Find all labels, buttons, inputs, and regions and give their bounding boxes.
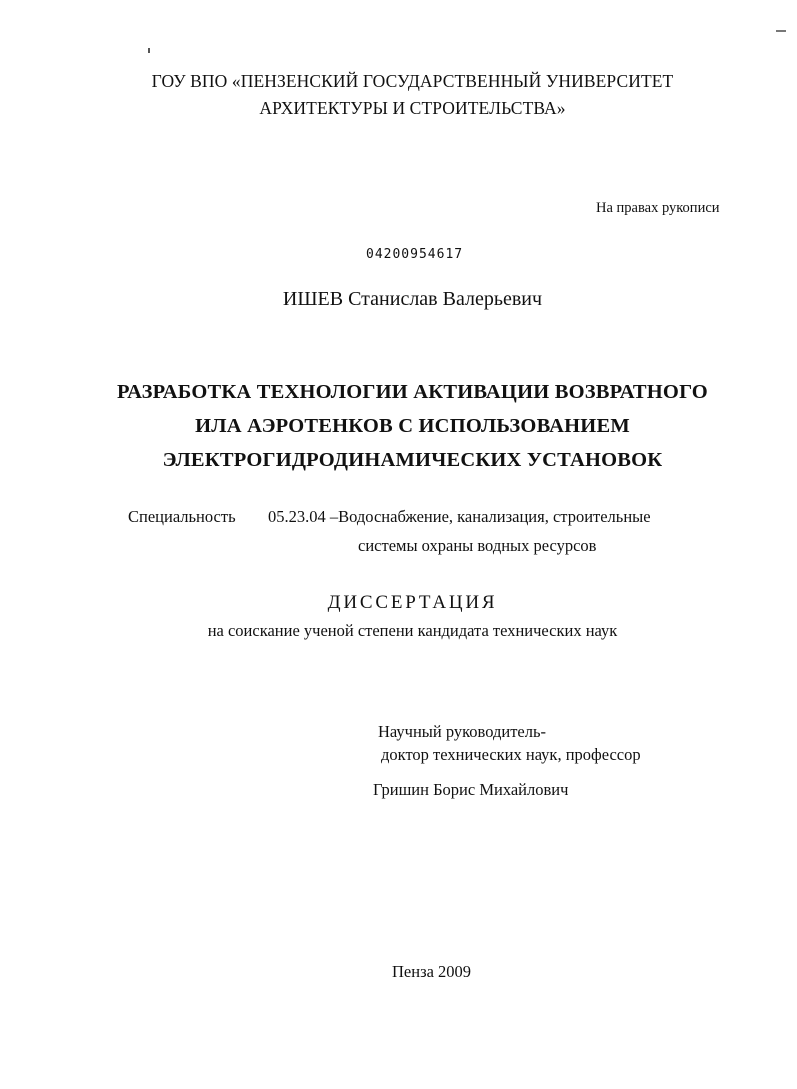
thesis-title-line-1: РАЗРАБОТКА ТЕХНОЛОГИИ АКТИВАЦИИ ВОЗВРАТНОГО: [117, 381, 708, 403]
supervisor-degree: доктор технических наук, профессор: [381, 745, 641, 764]
place-and-year: Пенза 2009: [392, 962, 472, 981]
dissertation-subtitle: на соискание ученой степени кандидата технических наук: [207, 621, 618, 640]
institution-line-1: ГОУ ВПО «ПЕНЗЕНСКИЙ ГОСУДАРСТВЕННЫЙ УНИВЕРСИТЕТ: [151, 71, 674, 91]
thesis-title-line-2: ИЛА АЭРОТЕНКОВ С ИСПОЛЬЗОВАНИЕМ: [195, 415, 630, 437]
supervisor-role: Научный руководитель-: [378, 722, 546, 741]
supervisor-name: Гришин Борис Михайлович: [373, 780, 569, 799]
specialty-line-2: системы охраны водных ресурсов: [358, 536, 597, 555]
manuscript-rights-note: На правах рукописи: [596, 200, 720, 216]
institution-line-2: АРХИТЕКТУРЫ И СТРОИТЕЛЬСТВА»: [259, 98, 566, 118]
dissertation-heading-row: [0, 592, 797, 614]
specialty-label: Специальность: [128, 507, 236, 526]
dissertation-subtitle-row: [0, 621, 797, 641]
author-name-row: [0, 288, 797, 311]
registration-code: 04200954617: [366, 247, 464, 262]
dissertation-heading: ДИССЕРТАЦИЯ: [327, 592, 498, 613]
scan-speck: [148, 48, 150, 53]
scan-speck: [776, 30, 786, 32]
author-name: ИШЕВ Станислав Валерьевич: [282, 288, 543, 310]
thesis-title-line-3: ЭЛЕКТРОГИДРОДИНАМИЧЕСКИХ УСТАНОВОК: [162, 449, 663, 471]
specialty-line-1: 05.23.04 –Водоснабжение, канализация, строительные: [268, 507, 651, 526]
